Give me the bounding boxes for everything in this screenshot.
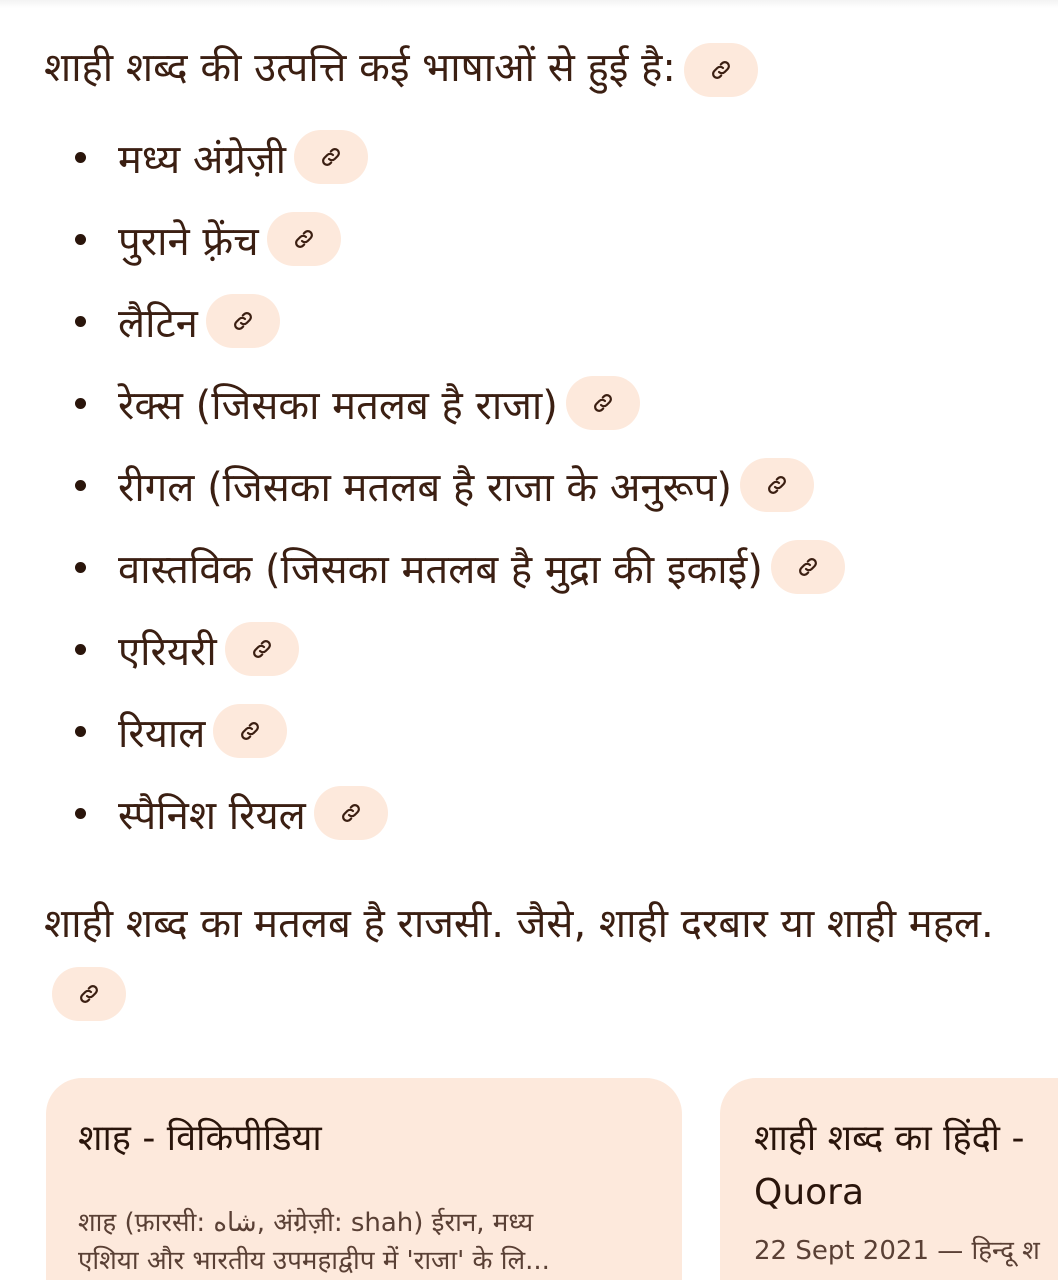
list-item [0,362,1058,444]
link-icon [292,227,316,251]
card-snippet-line: 22 Sept 2021 — हिन्दू श [754,1236,1040,1266]
list-item-text: पुराने फ़्रेंच [118,218,259,265]
link-icon [231,309,255,333]
card-title-line2: Quora [754,1172,865,1213]
meaning-paragraph [44,890,1004,1026]
link-icon [238,719,262,743]
card-title-text: शाह - विकिपीडिया [78,1118,322,1159]
link-icon [77,982,101,1006]
list-item-text: स्पैनिश रियल [118,792,306,839]
list-item [0,526,1058,608]
meaning-text: शाही शब्द का मतलब है राजसी. जैसे, शाही दरबार या शाही महल. [44,901,994,947]
card-title [78,1112,322,1166]
list-item [0,690,1058,772]
source-link-chip[interactable] [213,704,287,758]
card-title-text: शाही शब्द का हिंदी - [754,1118,1025,1159]
bullet [75,562,86,573]
list-item [0,444,1058,526]
source-link-chip[interactable] [206,294,280,348]
card-snippet [78,1204,658,1280]
source-link-chip[interactable] [314,786,388,840]
list-item [0,608,1058,690]
intro-text: शाही शब्द की उत्पत्ति कई भाषाओं से हुई है: [44,45,676,91]
card-snippet-line: एशिया और भारतीय उपमहाद्वीप में 'राजा' के लि... [78,1246,550,1276]
source-link-chip[interactable] [267,212,341,266]
list-item [0,280,1058,362]
meaning-link-chip[interactable] [52,967,126,1021]
list-item [0,198,1058,280]
source-link-chip[interactable] [566,376,640,430]
link-icon [765,473,789,497]
link-icon [796,555,820,579]
link-icon [709,58,733,82]
bullet [75,234,86,245]
bullet [75,152,86,163]
top-edge [0,0,1058,8]
list-item-text: मध्य अंग्रेज़ी [118,136,287,183]
link-icon [319,145,343,169]
bullet [75,398,86,409]
source-language-list [0,116,1058,854]
list-item-text: वास्तविक (जिसका मतलब है मुद्रा की इकाई) [118,546,763,593]
list-item-text: रेक्स (जिसका मतलब है राजा) [118,382,558,429]
list-item-text: लैटिन [118,300,198,347]
card-snippet-line: शाह (फ़ारसी: شاه, अंग्रेज़ी: shah) ईरान, मध्य [78,1208,534,1238]
list-item-text: रीगल (जिसका मतलब है राजा के अनुरूप) [118,464,732,511]
intro-link-chip[interactable] [684,43,758,97]
link-icon [591,391,615,415]
source-card-wikipedia[interactable] [46,1078,682,1280]
card-title [754,1112,1024,1220]
bullet [75,480,86,491]
list-item [0,772,1058,854]
bullet [75,808,86,819]
intro-paragraph [44,34,758,102]
list-item [0,116,1058,198]
link-icon [250,637,274,661]
source-link-chip[interactable] [740,458,814,512]
list-item-text: एरियरी [118,628,217,675]
source-card-quora[interactable] [720,1078,1058,1280]
source-link-chip[interactable] [771,540,845,594]
source-link-chip[interactable] [225,622,299,676]
bullet [75,726,86,737]
bullet [75,644,86,655]
source-link-chip[interactable] [294,130,368,184]
card-snippet [754,1232,1058,1270]
list-item-text: रियाल [118,710,206,757]
link-icon [339,801,363,825]
bullet [75,316,86,327]
